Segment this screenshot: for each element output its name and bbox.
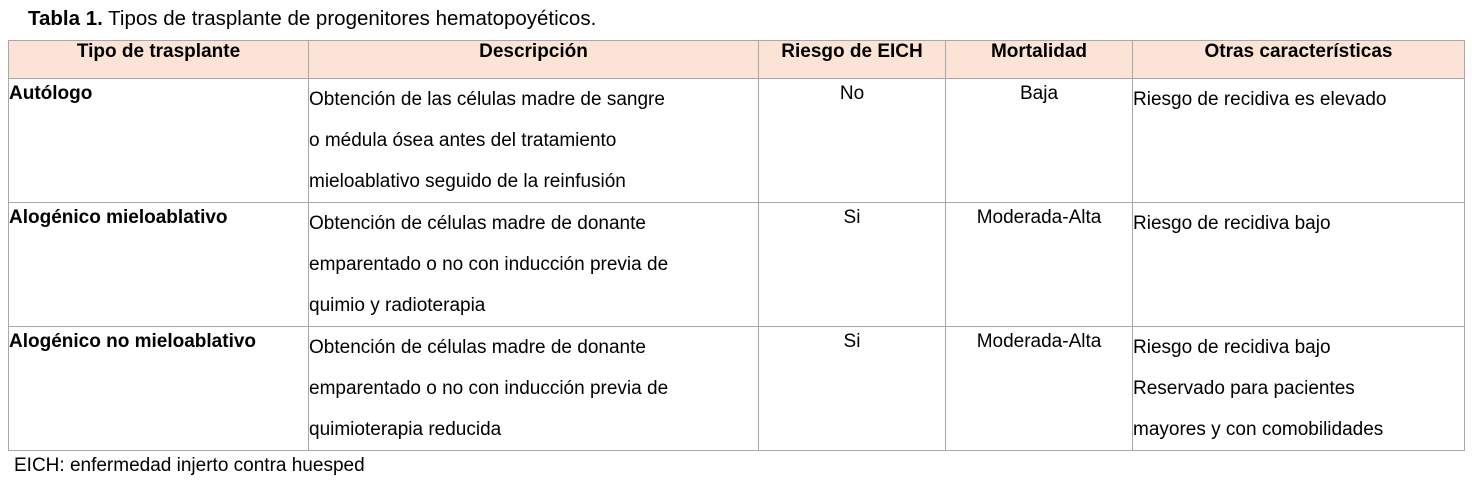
cell-other-features [1133, 327, 1465, 451]
caption-text: Tipos de trasplante de progenitores hematopoyéticos. [102, 7, 597, 30]
cell-description [309, 327, 759, 451]
cell-transplant-type: Alogénico no mieloablativo [9, 327, 309, 451]
description-line: mieloablativo seguido de la reinfusión [309, 171, 626, 192]
table-row [9, 203, 1465, 327]
cell-mortality: Moderada-Alta [946, 327, 1133, 451]
table-body [9, 79, 1465, 451]
other-feature-line: Riesgo de recidiva bajo [1133, 213, 1331, 234]
cell-transplant-type: Alogénico mieloablativo [9, 203, 309, 327]
cell-gvhd-risk: Si [759, 203, 946, 327]
cell-mortality: Baja [946, 79, 1133, 203]
table-row [9, 327, 1465, 451]
table-footnote: EICH: enfermedad injerto contra huesped [14, 455, 365, 476]
cell-gvhd-risk: Si [759, 327, 946, 451]
description-line: Obtención de las células madre de sangre [309, 89, 665, 110]
description-line: quimioterapia reducida [309, 419, 502, 440]
other-feature-line: Riesgo de recidiva es elevado [1133, 89, 1387, 110]
description-line: quimio y radioterapia [309, 295, 486, 316]
column-header-other-features: Otras características [1133, 41, 1465, 79]
cell-description [309, 203, 759, 327]
description-line: o médula ósea antes del tratamiento [309, 130, 617, 151]
column-header-description: Descripción [309, 41, 759, 79]
table-row [9, 79, 1465, 203]
other-feature-line: mayores y con comobilidades [1133, 419, 1384, 440]
other-feature-line: Riesgo de recidiva bajo [1133, 337, 1331, 358]
column-header-gvhd-risk: Riesgo de EICH [759, 41, 946, 79]
cell-gvhd-risk: No [759, 79, 946, 203]
description-line: emparentado o no con inducción previa de [309, 254, 669, 275]
column-header-transplant-type: Tipo de trasplante [9, 41, 309, 79]
description-line: emparentado o no con inducción previa de [309, 378, 669, 399]
transplant-types-table [8, 40, 1465, 451]
description-line: Obtención de células madre de donante [309, 213, 646, 234]
description-line: Obtención de células madre de donante [309, 337, 646, 358]
header-row [9, 41, 1465, 79]
cell-description [309, 79, 759, 203]
other-feature-line: Reservado para pacientes [1133, 378, 1355, 399]
cell-other-features [1133, 203, 1465, 327]
caption-label: Tabla 1. [28, 7, 103, 30]
column-header-mortality: Mortalidad [946, 41, 1133, 79]
cell-mortality: Moderada-Alta [946, 203, 1133, 327]
cell-other-features [1133, 79, 1465, 203]
table-caption [28, 6, 596, 32]
table-header [9, 41, 1465, 79]
cell-transplant-type: Autólogo [9, 79, 309, 203]
